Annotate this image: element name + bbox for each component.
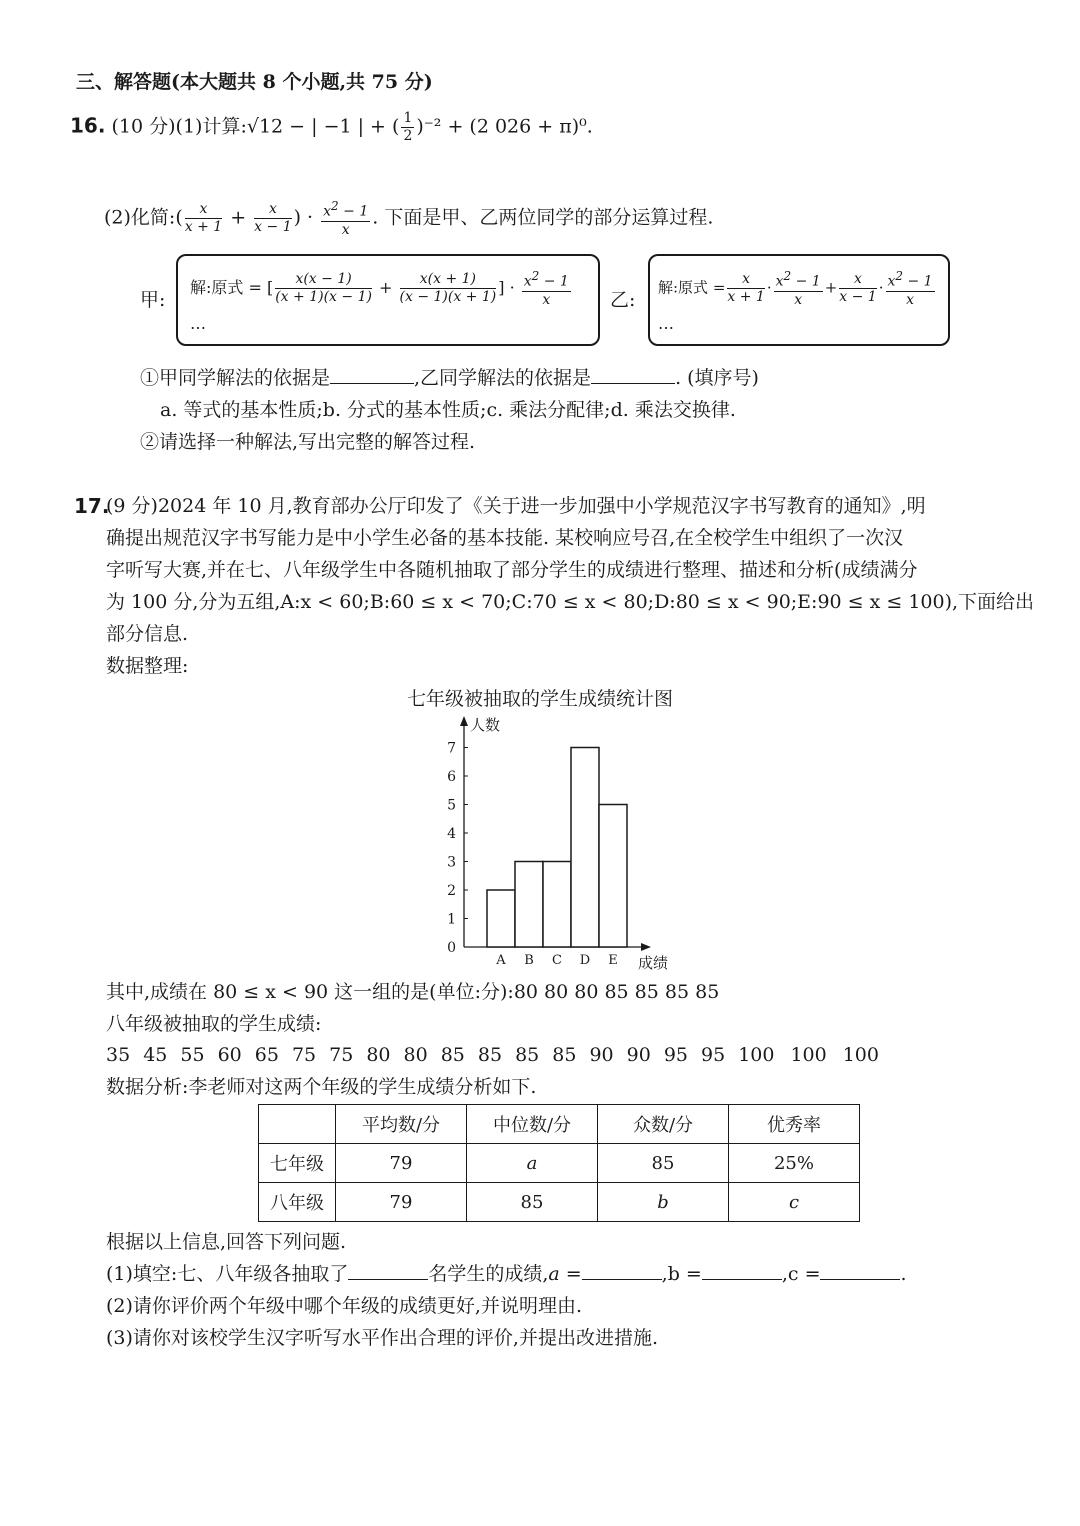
score-item: 100 <box>738 1044 775 1066</box>
q17-line-3: 字听写大赛,并在七、八年级学生中各随机抽取了部分学生的成绩进行整理、描述和分析(成绩满分 <box>106 559 918 581</box>
blank-c[interactable] <box>820 1279 900 1280</box>
answer-intro: 根据以上信息,回答下列问题. <box>106 1231 347 1253</box>
q16-part2-prefix: (2)化简:( <box>104 206 183 229</box>
score-item: 45 <box>143 1044 168 1066</box>
x-axis-arrow <box>641 943 651 951</box>
y-axis-arrow <box>460 716 468 726</box>
q16-part1-prefix: (10 分)(1)计算: <box>111 115 247 138</box>
table-cell: 八年级 <box>259 1183 336 1222</box>
q16-expr-a: √12 − | −1 | + ( <box>246 115 400 138</box>
yi-ellipsis: … <box>658 314 674 333</box>
blank-b[interactable] <box>702 1279 782 1280</box>
table-header-cell: 优秀率 <box>729 1105 860 1144</box>
table-cell: 25% <box>729 1144 860 1183</box>
table-cell: 七年级 <box>259 1144 336 1183</box>
q16-sub1: ①甲同学解法的依据是 ,乙同学解法的依据是 . (填序号) <box>140 367 759 389</box>
analysis-intro: 数据分析:李老师对这两个年级的学生成绩分析如下. <box>106 1076 537 1098</box>
score-item: 35 <box>106 1044 131 1066</box>
d-group-scores: 其中,成绩在 80 ≤ x < 90 这一组的是(单位:分):80 80 80 85 85 85 85 <box>106 981 720 1003</box>
q16-sub2: ②请选择一种解法,写出完整的解答过程. <box>140 431 476 453</box>
table-header-cell: 众数/分 <box>598 1105 729 1144</box>
y-tick-label: 3 <box>447 854 456 871</box>
yi-solution-line: 解:原式 = $\frac{x}{x + 1}$ · $\frac{x^2 - 1}{x}$ + $\frac{x}{x - 1}$ · $\frac{x^2 - 1}{x}$ <box>658 269 933 308</box>
x-tick-label: A <box>496 953 506 968</box>
frac-x-over-x-minus-1: $\frac{x}{x - 1}$ <box>254 200 292 235</box>
table-row <box>259 1183 860 1222</box>
bar-B <box>515 862 543 948</box>
table-cell: 79 <box>336 1183 467 1222</box>
table-row <box>259 1144 860 1183</box>
grade8-title: 八年级被抽取的学生成绩: <box>106 1013 322 1035</box>
q16-options: a. 等式的基本性质;b. 分式的基本性质;c. 乘法分配律;d. 乘法交换律. <box>160 399 736 421</box>
score-item: 100 <box>842 1044 879 1066</box>
score-item: 80 <box>366 1044 391 1066</box>
score-item: 90 <box>626 1044 651 1066</box>
bar-C <box>543 862 571 948</box>
score-item: 60 <box>217 1044 242 1066</box>
table-header-cell: 平均数/分 <box>336 1105 467 1144</box>
stats-table <box>258 1104 860 1222</box>
score-item: 90 <box>589 1044 614 1066</box>
table-header-row <box>259 1105 860 1144</box>
table-cell: a <box>467 1144 598 1183</box>
q16-part2-suffix: . 下面是甲、乙两位同学的部分运算过程. <box>372 206 714 229</box>
x-tick-label: B <box>524 953 534 968</box>
q16-number: 16. <box>70 113 106 138</box>
x-tick-label: C <box>552 953 562 968</box>
y-tick-label: 6 <box>447 769 456 785</box>
chart-title: 七年级被抽取的学生成绩统计图 <box>406 688 673 710</box>
bar-D <box>571 748 599 948</box>
table-cell: 79 <box>336 1144 467 1183</box>
q17-line-4: 为 100 分,分为五组,A:x < 60;B:60 ≤ x < 70;C:70 ≤ x < 80;D:80 ≤ x < 90;E:90 ≤ x ≤ 100),下面给出 <box>106 591 1035 613</box>
yi-solution-box <box>648 254 950 346</box>
score-item: 65 <box>254 1044 279 1066</box>
score-item: 55 <box>180 1044 205 1066</box>
bar-E <box>599 805 627 948</box>
q16-half-fraction: $\frac{1}{2}$ <box>403 110 413 144</box>
table-cell: c <box>729 1183 860 1222</box>
q17-sub2: (2)请你评价两个年级中哪个年级的成绩更好,并说明理由. <box>106 1295 582 1317</box>
score-item: 85 <box>477 1044 503 1066</box>
y-tick-label: 5 <box>447 797 456 814</box>
blank-yi-basis[interactable] <box>591 383 675 384</box>
y-tick-label: 7 <box>447 740 456 757</box>
q17-line-1: (9 分)2024 年 10 月,教育部办公厅印发了《关于进一步加强中小学规范汉字书写教育的通知》,明 <box>106 495 926 517</box>
score-item: 95 <box>701 1044 726 1066</box>
y-tick-label: 4 <box>447 826 456 842</box>
data-org-label: 数据整理: <box>106 655 189 677</box>
q16-expr-b: )⁻² + (2 026 + π)⁰. <box>416 115 593 138</box>
frac-x-over-x-plus-1: $\frac{x}{x + 1}$ <box>184 200 223 235</box>
q16-part1 <box>70 110 593 145</box>
bar-A <box>487 890 515 947</box>
score-item: 100 <box>790 1044 827 1066</box>
q17-line-2: 确提出规范汉字书写能力是中小学生必备的基本技能. 某校响应号召,在全校学生中组织了一次汉 <box>106 527 904 549</box>
jia-solution-line: 解:原式 = [ $\frac{x(x - 1)}{(x + 1)(x - 1)}$ + $\frac{x(x + 1)}{(x - 1)(x + 1)}$ ] · $\frac{x^2 - 1}{x}$ <box>190 269 569 308</box>
score-item: 75 <box>329 1044 354 1066</box>
y-tick-label: 2 <box>447 883 456 899</box>
score-item: 85 <box>440 1044 465 1066</box>
table-header-cell <box>259 1105 336 1144</box>
y-tick-label: 0 <box>447 940 456 956</box>
q17-sub3: (3)请你对该校学生汉字听写水平作出合理的评价,并提出改进措施. <box>106 1327 658 1349</box>
q16-part2: (2)化简:( $\frac{x}{x + 1}$ + $\frac{x}{x - 1}$ ) · $\frac{x^2 - 1}{x}$ . 下面是甲、乙两位同学的部分运算过程. <box>104 199 714 238</box>
y-axis-label: 人数 <box>470 716 501 734</box>
x-axis-label: 成绩 <box>638 954 669 972</box>
yi-label: 乙: <box>610 289 636 311</box>
score-item: 85 <box>552 1044 577 1066</box>
jia-label: 甲: <box>140 289 166 311</box>
section-header: 三、解答题(本大题共 8 个小题,共 75 分) <box>76 71 433 93</box>
blank-a[interactable] <box>582 1279 662 1280</box>
score-item: 95 <box>663 1044 688 1066</box>
blank-sample-size[interactable] <box>348 1279 428 1280</box>
frac-x2-minus-1-over-x: $\frac{x^2 - 1}{x}$ <box>323 199 369 238</box>
jia-ellipsis: … <box>190 314 206 333</box>
q17-line-5: 部分信息. <box>106 623 189 645</box>
jia-solution-box <box>176 254 600 346</box>
score-item: 75 <box>291 1044 317 1066</box>
grade7-bar-chart <box>420 712 680 974</box>
table-cell: 85 <box>598 1144 729 1183</box>
score-item: 80 <box>403 1044 428 1066</box>
grade8-scores <box>106 1043 966 1067</box>
x-tick-label: E <box>608 953 618 968</box>
q17-sub1: (1)填空:七、八年级各抽取了 名学生的成绩,a = ,b = ,c = . <box>106 1263 907 1285</box>
x-tick-label: D <box>579 953 591 968</box>
q17-number: 17. <box>74 494 110 518</box>
y-tick-label: 1 <box>447 911 456 928</box>
blank-jia-basis[interactable] <box>330 383 414 384</box>
table-header-cell: 中位数/分 <box>467 1105 598 1144</box>
table-cell: 85 <box>467 1183 598 1222</box>
score-item: 85 <box>515 1044 540 1066</box>
table-cell: b <box>598 1183 729 1222</box>
